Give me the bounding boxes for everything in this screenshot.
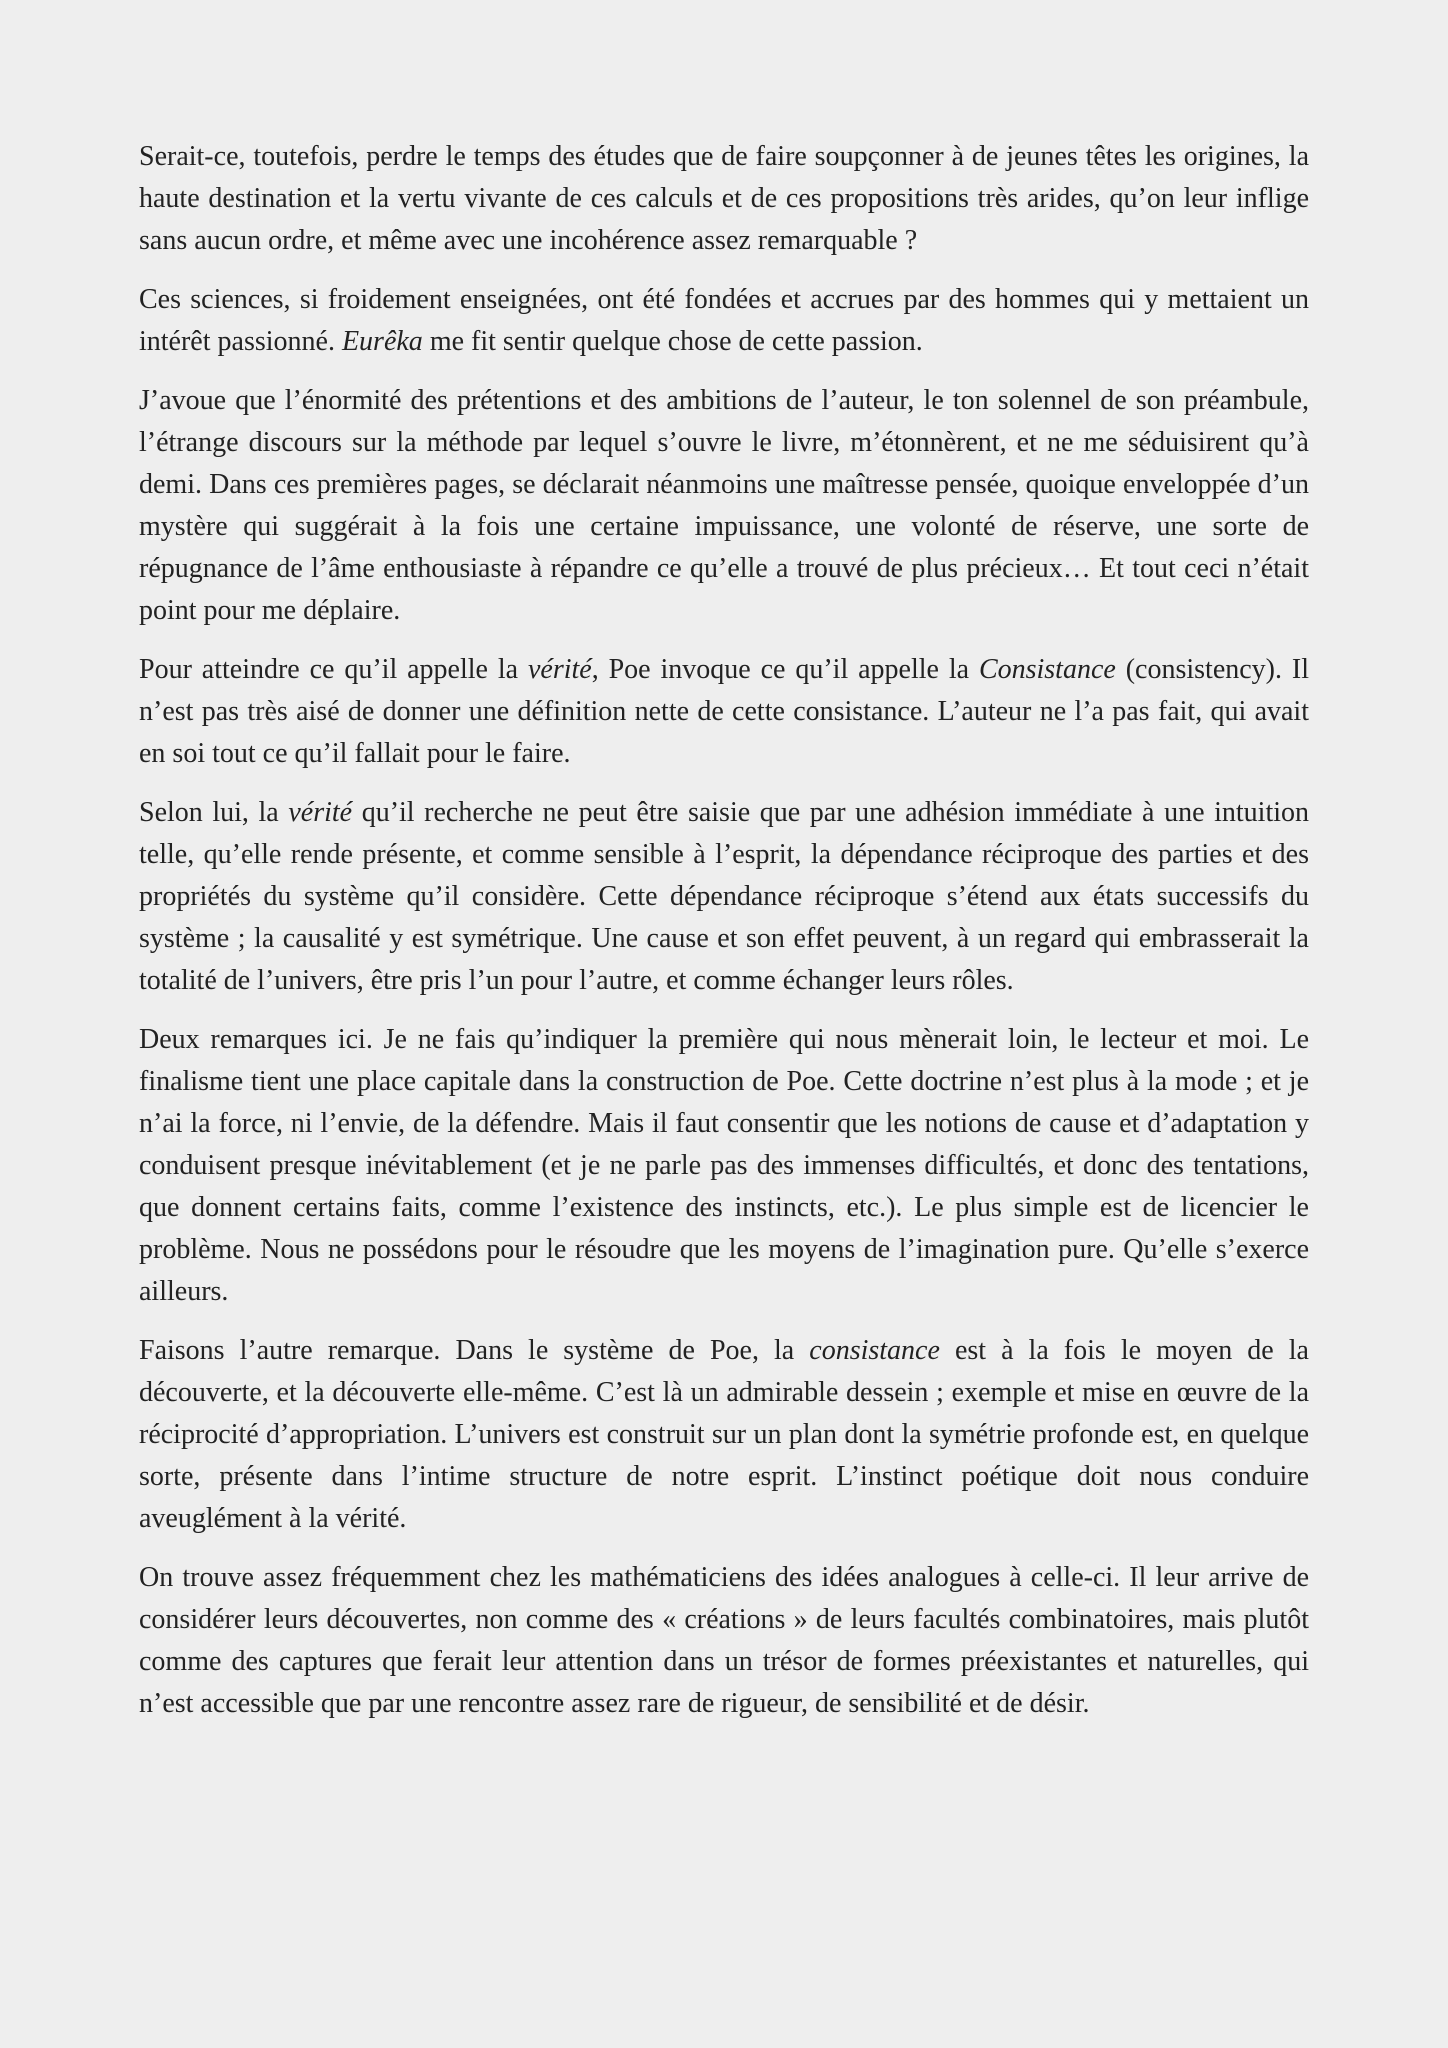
paragraph-7 [139,1330,1309,1540]
paragraph-8-text: On trouve assez fréquemment chez les mathématiciens des idées analogues à celle-ci. Il leur arrive de considérer leurs découvertes, non comme des « créations » de leurs facultés combinatoires, mais plutôt comme des captures que ferait leur attention dans un trésor de formes préexistantes et naturelles, qui n’est accessible que par une rencontre assez rare de rigueur, de sensibilité et de désir. [139,1562,1309,1719]
paragraph-4-italic-consistance: Consistance [978,654,1116,685]
paragraph-5-text-after: qu’il recherche ne peut être saisie que par une adhésion immédiate à une intuition telle, qu’elle rende présente, et comme sensible à l’esprit, la dépendance réciproque des parties et des propriétés du système qu’il considère. Cette dépendance réciproque s’étend aux états successifs du système ; la causalité y est symétrique. Une cause et son effet peuvent, à un regard qui embrasserait la totalité de l’univers, être pris l’un pour l’autre, et comme échanger leurs rôles. [139,797,1309,996]
paragraph-1 [139,136,1309,262]
paragraph-2-text-before: Ces sciences, si froidement enseignées, ont été fondées et accrues par des hommes qui y mettaient un intérêt passionné. [139,284,1309,357]
paragraph-3-text: J’avoue que l’énormité des prétentions et des ambitions de l’auteur, le ton solennel de son préambule, l’étrange discours sur la méthode par lequel s’ouvre le livre, m’étonnèrent, et ne me séduisirent qu’à demi. Dans ces premières pages, se déclarait néanmoins une maîtresse pensée, quoique enveloppée d’un mystère qui suggérait à la fois une certaine impuissance, une volonté de réserve, une sorte de répugnance de l’âme enthousiaste à répandre ce qu’elle a trouvé de plus précieux… Et tout ceci n’était point pour me déplaire. [139,385,1309,626]
paragraph-4-text-middle: , Poe invoque ce qu’il appelle la [591,654,979,685]
paragraph-4 [139,649,1309,775]
paragraph-1-text: Serait-ce, toutefois, perdre le temps des études que de faire soupçonner à de jeunes têtes les origines, la haute destination et la vertu vivante de ces calculs et de ces propositions très arides, qu’on leur inflige sans aucun ordre, et même avec une incohérence assez remarquable ? [139,141,1309,256]
paragraph-5-italic-verite: vérité [288,797,353,828]
paragraph-2-italic-eureka: Eurêka [341,326,423,357]
paragraph-8 [139,1557,1309,1725]
paragraph-6 [139,1019,1309,1313]
paragraph-7-text-before: Faisons l’autre remarque. Dans le système de Poe, la [139,1335,810,1366]
paragraph-5 [139,792,1309,1002]
paragraph-7-text-after: est à la fois le moyen de la découverte, et la découverte elle-même. C’est là un admirable dessein ; exemple et mise en œuvre de la réciprocité d’appropriation. L’univers est construit sur un plan dont la symétrie profonde est, en quelque sorte, présente dans l’intime structure de notre esprit. L’instinct poétique doit nous conduire aveuglément à la vérité. [139,1335,1309,1534]
document-body [139,136,1309,1725]
paragraph-5-text-before: Selon lui, la [139,797,289,828]
paragraph-4-text-before: Pour atteindre ce qu’il appelle la [139,654,528,685]
paragraph-4-italic-verite: vérité [527,654,592,685]
paragraph-2 [139,279,1309,363]
paragraph-2-text-after: me fit sentir quelque chose de cette passion. [422,326,923,357]
paragraph-4-text-after: (consistency). Il n’est pas très aisé de donner une définition nette de cette consistance. L’auteur ne l’a pas fait, qui avait en soi tout ce qu’il fallait pour le faire. [139,654,1309,769]
paragraph-7-italic-consistance: consistance [809,1335,940,1366]
paragraph-6-text: Deux remarques ici. Je ne fais qu’indiquer la première qui nous mènerait loin, le lecteur et moi. Le finalisme tient une place capitale dans la construction de Poe. Cette doctrine n’est plus à la mode ; et je n’ai la force, ni l’envie, de la défendre. Mais il faut consentir que les notions de cause et d’adaptation y conduisent presque inévitablement (et je ne parle pas des immenses difficultés, et donc des tentations, que donnent certains faits, comme l’existence des instincts, etc.). Le plus simple est de licencier le problème. Nous ne possédons pour le résoudre que les moyens de l’imagination pure. Qu’elle s’exerce ailleurs. [139,1024,1309,1307]
paragraph-3 [139,380,1309,632]
